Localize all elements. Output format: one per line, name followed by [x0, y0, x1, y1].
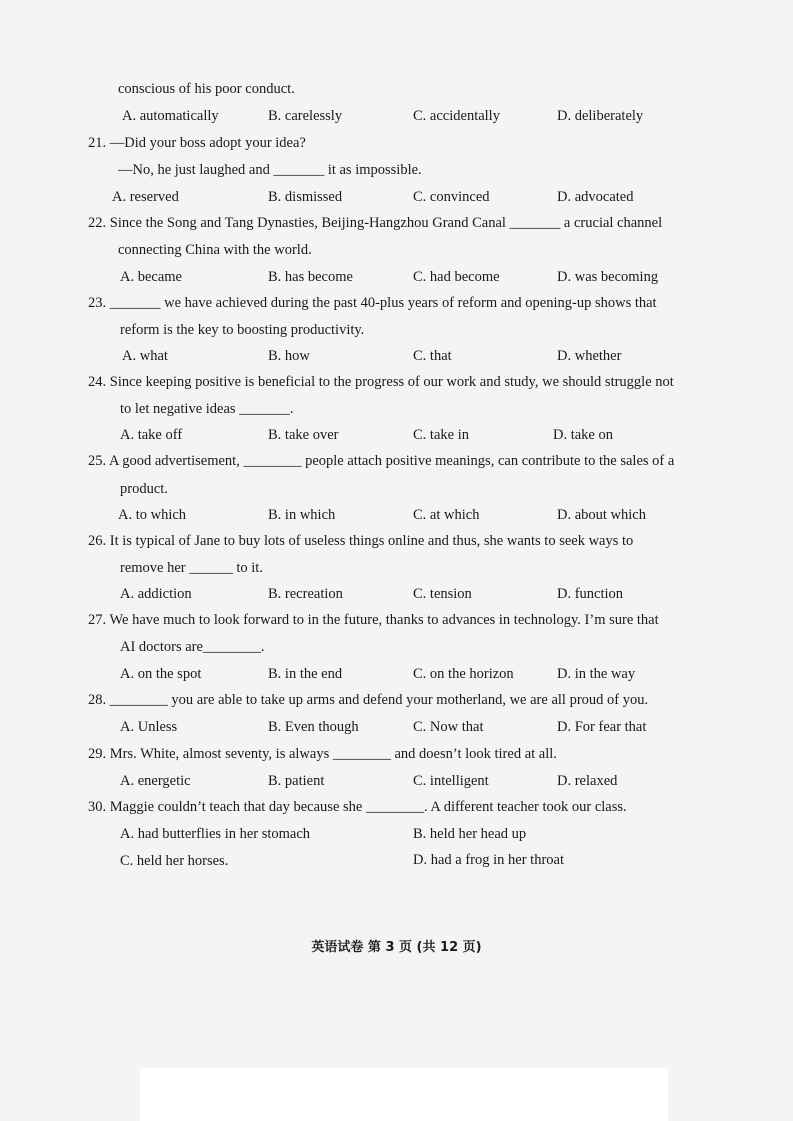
- blank-paper-strip: [140, 1068, 668, 1121]
- question-22-stem: 22. Since the Song and Tang Dynasties, Beijing-Hangzhou Grand Canal _______ a crucial channel: [88, 215, 663, 231]
- option-b: B. carelessly: [268, 108, 343, 124]
- option-a: A. had butterflies in her stomach: [120, 826, 311, 842]
- question-26-stem: 26. It is typical of Jane to buy lots of useless things online and thus, she wants to seek ways to: [88, 533, 634, 549]
- option-a: A. addiction: [120, 586, 192, 602]
- option-a: A. Unless: [120, 719, 178, 735]
- option-c: C. tension: [413, 586, 472, 602]
- option-b: B. dismissed: [268, 189, 343, 205]
- question-23-stem: 23. _______ we have achieved during the past 40-plus years of reform and opening-up shows that: [88, 295, 657, 311]
- option-b: B. held her head up: [413, 826, 527, 842]
- option-b: B. patient: [268, 773, 325, 789]
- question-23-stem-2: reform is the key to boosting productivity.: [120, 322, 365, 338]
- page-footer: 英语试卷 第 3 页 (共 12 页): [311, 940, 482, 955]
- question-25-stem: 25. A good advertisement, ________ people attach positive meanings, can contribute to the sales of a: [88, 453, 675, 469]
- option-c: C. convinced: [413, 189, 490, 205]
- option-a: A. what: [122, 348, 168, 364]
- option-b: B. in which: [268, 507, 336, 523]
- option-d: D. deliberately: [557, 108, 644, 124]
- option-d: D. was becoming: [557, 269, 659, 285]
- question-21-stem-2: —No, he just laughed and _______ it as impossible.: [118, 162, 422, 178]
- option-c: C. take in: [413, 427, 469, 443]
- option-a: A. became: [120, 269, 182, 285]
- option-d: D. about which: [557, 507, 646, 523]
- option-d: D. in the way: [557, 666, 636, 682]
- question-21-stem: 21. —Did your boss adopt your idea?: [88, 135, 306, 151]
- option-b: B. has become: [268, 269, 353, 285]
- option-b: B. how: [268, 348, 310, 364]
- option-c: C. at which: [413, 507, 480, 523]
- option-c: C. held her horses.: [120, 853, 229, 869]
- question-27-stem-2: AI doctors are________.: [120, 639, 265, 655]
- option-b: B. Even though: [268, 719, 359, 735]
- option-d: D. had a frog in her throat: [413, 852, 564, 868]
- question-27-stem: 27. We have much to look forward to in the future, thanks to advances in technology. I’m sure that: [88, 612, 659, 628]
- question-stem-line: conscious of his poor conduct.: [118, 81, 295, 97]
- option-d: D. take on: [553, 427, 613, 443]
- option-c: C. that: [413, 348, 452, 364]
- option-c: C. Now that: [413, 719, 484, 735]
- question-24-stem-2: to let negative ideas _______.: [120, 401, 294, 417]
- option-a: A. to which: [118, 507, 187, 523]
- option-c: C. intelligent: [413, 773, 489, 789]
- option-a: A. energetic: [120, 773, 191, 789]
- option-a: A. reserved: [112, 189, 179, 205]
- question-28-stem: 28. ________ you are able to take up arms and defend your motherland, we are all proud of you.: [88, 692, 649, 708]
- question-29-stem: 29. Mrs. White, almost seventy, is always ________ and doesn’t look tired at all.: [88, 746, 557, 762]
- option-c: C. on the horizon: [413, 666, 514, 682]
- option-b: B. take over: [268, 427, 339, 443]
- option-c: C. had become: [413, 269, 500, 285]
- option-c: C. accidentally: [413, 108, 500, 124]
- option-a: A. on the spot: [120, 666, 202, 682]
- question-26-stem-2: remove her ______ to it.: [120, 560, 263, 576]
- question-25-stem-2: product.: [120, 481, 168, 497]
- option-b: B. in the end: [268, 666, 343, 682]
- option-a: A. take off: [120, 427, 183, 443]
- option-d: D. relaxed: [557, 773, 618, 789]
- option-d: D. function: [557, 586, 624, 602]
- option-d: D. whether: [557, 348, 622, 364]
- option-a: A. automatically: [122, 108, 219, 124]
- option-d: D. For fear that: [557, 719, 647, 735]
- question-30-stem: 30. Maggie couldn’t teach that day because she ________. A different teacher took our class.: [88, 799, 627, 815]
- question-22-stem-2: connecting China with the world.: [118, 242, 312, 258]
- option-d: D. advocated: [557, 189, 634, 205]
- option-b: B. recreation: [268, 586, 343, 602]
- question-24-stem: 24. Since keeping positive is beneficial to the progress of our work and study, we should struggle not: [88, 374, 674, 390]
